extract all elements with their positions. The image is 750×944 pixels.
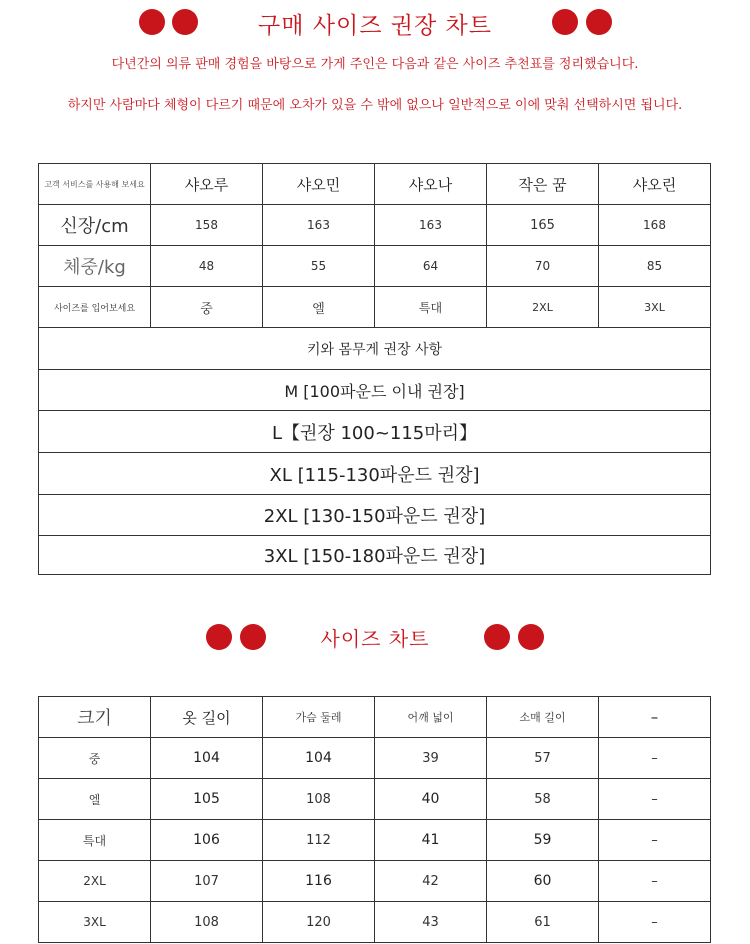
row-label-size: 사이즈를 입어보세요 [39, 287, 151, 328]
table-row [39, 820, 711, 861]
table-cell: 중 [151, 287, 263, 328]
table-row [39, 164, 711, 205]
table-cell: 108 [263, 779, 375, 820]
table-row [39, 861, 711, 902]
table-row [39, 246, 711, 287]
table-cell: 163 [375, 205, 487, 246]
table-row [39, 779, 711, 820]
column-header: – [599, 697, 711, 738]
table-cell: 61 [487, 902, 599, 943]
table-cell: 120 [263, 902, 375, 943]
column-header: 가슴 둘레 [263, 697, 375, 738]
size-label: 중 [39, 738, 151, 779]
table-cell: – [599, 820, 711, 861]
table-cell: 104 [263, 738, 375, 779]
row-label-height: 신장/cm [39, 205, 151, 246]
table-cell: 39 [375, 738, 487, 779]
table-cell: 55 [263, 246, 375, 287]
section2-title: 사이즈 차트 [320, 627, 430, 651]
red-dot-icon [552, 9, 578, 35]
table-row [39, 205, 711, 246]
size-label: 엘 [39, 779, 151, 820]
table-cell: – [599, 738, 711, 779]
red-dot-icon [484, 624, 510, 650]
table-cell: 48 [151, 246, 263, 287]
size-chart-table [38, 696, 711, 943]
table-cell: 특대 [375, 287, 487, 328]
table-cell: 168 [599, 205, 711, 246]
intro-line-1: 다년간의 의류 판매 경험을 바탕으로 가게 주인은 다음과 같은 사이즈 추천표를 정리했습니다. [111, 57, 639, 72]
table-row [39, 453, 711, 495]
column-header: 샤오린 [599, 164, 711, 205]
note-row: M [100파운드 이내 권장] [39, 370, 711, 411]
table-cell: 42 [375, 861, 487, 902]
table-cell: – [599, 779, 711, 820]
table-cell: 85 [599, 246, 711, 287]
table-cell: 107 [151, 861, 263, 902]
table-cell: 40 [375, 779, 487, 820]
note-heading: 키와 몸무게 권장 사항 [39, 328, 711, 370]
table-cell: 엘 [263, 287, 375, 328]
note-row: XL [115-130파운드 권장] [39, 453, 711, 495]
note-row: L【권장 100~115마리】 [39, 411, 711, 453]
row-label-weight: 체중/kg [39, 246, 151, 287]
table-cell: 60 [487, 861, 599, 902]
table-cell: 106 [151, 820, 263, 861]
section2-header [0, 617, 750, 657]
column-header: 옷 길이 [151, 697, 263, 738]
red-dot-icon [586, 9, 612, 35]
size-label: 특대 [39, 820, 151, 861]
note-row: 2XL [130-150파운드 권장] [39, 495, 711, 536]
section1-title: 구매 사이즈 권장 차트 [258, 13, 492, 39]
section1-header [0, 2, 750, 42]
column-header: 작은 꿈 [487, 164, 599, 205]
table-row [39, 370, 711, 411]
table-cell: 58 [487, 779, 599, 820]
table-cell: 2XL [487, 287, 599, 328]
table-cell: 64 [375, 246, 487, 287]
column-header: 어깨 넓이 [375, 697, 487, 738]
table-cell: 104 [151, 738, 263, 779]
table-row [39, 902, 711, 943]
table-cell: 163 [263, 205, 375, 246]
column-header: 크기 [39, 697, 151, 738]
table-row [39, 411, 711, 453]
table-cell: 165 [487, 205, 599, 246]
size-label: 2XL [39, 861, 151, 902]
table-row [39, 536, 711, 575]
table-row [39, 287, 711, 328]
column-header: 샤오루 [151, 164, 263, 205]
table-cell: 41 [375, 820, 487, 861]
column-header: 소매 길이 [487, 697, 599, 738]
intro-line-2: 하지만 사람마다 체형이 다르기 때문에 오차가 있을 수 밖에 없으나 일반적으로 이에 맞춰 선택하시면 됩니다. [67, 98, 683, 113]
table-cell: – [599, 902, 711, 943]
column-header: 샤오나 [375, 164, 487, 205]
header-label-cell: 고객 서비스를 사용해 보세요 [39, 164, 151, 205]
size-label: 3XL [39, 902, 151, 943]
table-cell: 43 [375, 902, 487, 943]
note-row: 3XL [150-180파운드 권장] [39, 536, 711, 575]
table-row [39, 328, 711, 370]
table-cell: 158 [151, 205, 263, 246]
table-cell: 59 [487, 820, 599, 861]
table-cell: 57 [487, 738, 599, 779]
table-header-row [39, 697, 711, 738]
table-cell: – [599, 861, 711, 902]
red-dot-icon [518, 624, 544, 650]
table-cell: 108 [151, 902, 263, 943]
table-row [39, 495, 711, 536]
table-cell: 105 [151, 779, 263, 820]
table-cell: 70 [487, 246, 599, 287]
column-header: 샤오민 [263, 164, 375, 205]
table-cell: 3XL [599, 287, 711, 328]
table-cell: 116 [263, 861, 375, 902]
table-cell: 112 [263, 820, 375, 861]
table-row [39, 738, 711, 779]
size-recommendation-table [38, 163, 711, 575]
